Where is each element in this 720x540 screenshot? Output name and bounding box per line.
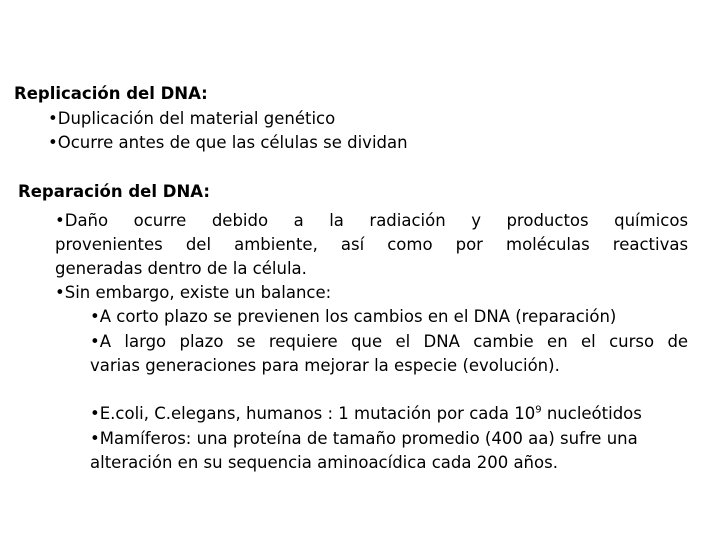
word: productos — [506, 211, 589, 230]
word: la — [329, 211, 344, 230]
word: provenientes — [55, 235, 163, 254]
word: plazo — [179, 332, 224, 351]
repair-paragraph-line-1 — [55, 209, 688, 233]
long-term-bullet-line-2: varias generaciones para mejorar la especie (evolución). — [90, 356, 560, 375]
mutation-rate-text: •E.coli, C.elegans, humanos : 1 mutación por cada 10 — [90, 404, 536, 423]
word: DNA — [423, 332, 460, 351]
mutation-rate-exponent: 9 — [535, 404, 542, 416]
word: el — [395, 332, 411, 351]
word: •Daño — [55, 211, 109, 230]
word: en — [547, 332, 568, 351]
word: debido — [211, 211, 269, 230]
word: se — [236, 332, 256, 351]
word: de — [667, 332, 689, 351]
word: largo — [124, 332, 167, 351]
long-term-bullet-line-1 — [90, 330, 688, 354]
repair-paragraph-line-2 — [55, 233, 688, 257]
mutation-rate-unit: nucleótidos — [541, 404, 642, 423]
word: por — [455, 235, 483, 254]
balance-bullet: •Sin embargo, existe un balance: — [55, 283, 332, 302]
repair-heading: Reparación del DNA: — [18, 182, 210, 201]
mammals-bullet-line-1: •Mamíferos: una proteína de tamaño promedio (400 aa) sufre una — [90, 429, 638, 448]
short-term-bullet: •A corto plazo se previenen los cambios en el DNA (reparación) — [90, 307, 617, 326]
replication-bullet-2: •Ocurre antes de que las células se dividan — [48, 133, 408, 152]
replication-bullet-1: •Duplicación del material genético — [48, 109, 336, 128]
word: reactivas — [612, 235, 689, 254]
word: ambiente, — [234, 235, 318, 254]
word: a — [293, 211, 304, 230]
word: el — [581, 332, 596, 351]
word: como — [387, 235, 433, 254]
word: curso — [609, 332, 655, 351]
replication-heading: Replicación del DNA: — [14, 84, 208, 103]
word: requiere — [268, 332, 338, 351]
word: así — [340, 235, 365, 254]
word: •A — [90, 332, 112, 351]
word: que — [351, 332, 383, 351]
word: moléculas — [506, 235, 590, 254]
repair-paragraph-line-3: generadas dentro de la célula. — [55, 259, 307, 278]
word: químicos — [614, 211, 689, 230]
word: ocurre — [133, 211, 187, 230]
word: cambie — [473, 332, 534, 351]
mutation-rate-bullet — [90, 402, 642, 426]
word: del — [185, 235, 212, 254]
word: radiación — [369, 211, 446, 230]
mammals-bullet-line-2: alteración en su sequencia aminoacídica cada 200 años. — [90, 453, 558, 472]
word: y — [471, 211, 481, 230]
